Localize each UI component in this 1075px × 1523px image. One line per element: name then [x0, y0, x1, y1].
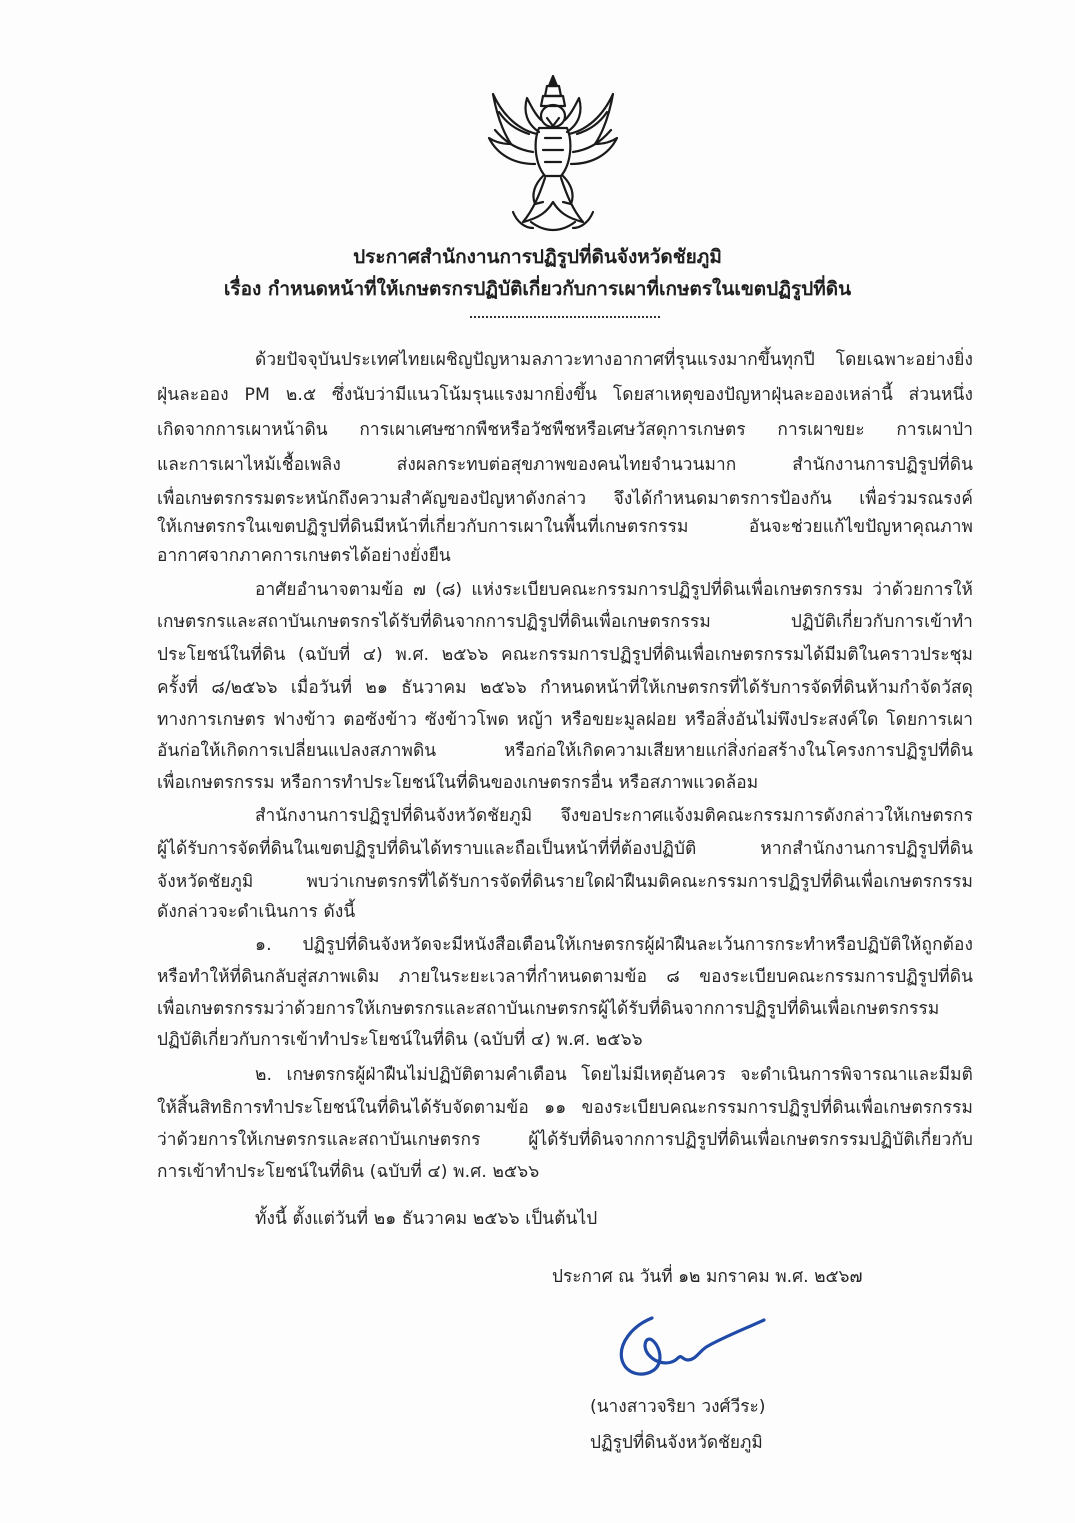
paragraph-2-line: ทางการเกษตร ฟางข้าว ตอซังข้าว ซังข้าวโพด หญ้า หรือขยะมูลฝอย หรือสิ่งอันไม่พึงประสงค์ใด โดยการเผา: [157, 710, 973, 730]
item-2-line: ๒. เกษตรกรผู้ฝ่าฝืนไม่ปฏิบัติตามคำเตือน โดยไม่มีเหตุอันควร จะดำเนินการพิจารณาและมีมติ: [255, 1065, 973, 1085]
paragraph-1-line: อากาศจากภาคการเกษตรได้อย่างยั่งยืน: [157, 546, 451, 566]
paragraph-2-line: ประโยชน์ในที่ดิน (ฉบับที่ ๔) พ.ศ. ๒๕๖๖ คณะกรรมการปฏิรูปที่ดินเพื่อเกษตรกรรมได้มีมติในคราวประชุม: [157, 645, 973, 665]
item-1-line: ๑. ปฏิรูปที่ดินจังหวัดจะมีหนังสือเตือนให้เกษตรกรผู้ฝ่าฝืนละเว้นการกระทำหรือปฏิบัติให้ถูกต้อง: [255, 935, 973, 955]
announcement-date: ประกาศ ณ วันที่ ๑๒ มกราคม พ.ศ. ๒๕๖๗: [552, 1267, 863, 1287]
paragraph-1-line: ให้เกษตรกรในเขตปฏิรูปที่ดินมีหน้าที่เกี่ยวกับการเผาในพื้นที่เกษตรกรรม อันจะช่วยแก้ไขปัญหาคุณภาพ: [157, 517, 973, 537]
paragraph-1-line: และการเผาไหม้เชื้อเพลิง ส่งผลกระทบต่อสุขภาพของคนไทยจำนวนมาก สำนักงานการปฏิรูปที่ดิน: [157, 455, 973, 475]
effective-date-line: ทั้งนี้ ตั้งแต่วันที่ ๒๑ ธันวาคม ๒๕๖๖ เป็นต้นไป: [255, 1209, 598, 1229]
paragraph-2-line: เกษตรกรและสถาบันเกษตรกรได้รับที่ดินจากการปฏิรูปที่ดินเพื่อเกษตรกรรม ปฏิบัติเกี่ยวกับการเข้าทำ: [157, 612, 973, 632]
dotted-divider: [470, 316, 660, 318]
item-1-line: ปฏิบัติเกี่ยวกับการเข้าทำประโยชน์ในที่ดิน (ฉบับที่ ๔) พ.ศ. ๒๕๖๖: [157, 1030, 643, 1050]
paragraph-2-line: อาศัยอำนาจตามข้อ ๗ (๘) แห่งระเบียบคณะกรรมการปฏิรูปที่ดินเพื่อเกษตรกรรม ว่าด้วยการให้: [255, 580, 973, 600]
garuda-emblem-icon: [483, 72, 623, 234]
item-2-line: การเข้าทำประโยชน์ในที่ดิน (ฉบับที่ ๔) พ.ศ. ๒๕๖๖: [157, 1162, 540, 1182]
paragraph-1-line: เกิดจากการเผาหน้าดิน การเผาเศษซากพืชหรือวัชพืชหรือเศษวัสดุการเกษตร การเผาขยะ การเผาป่า: [157, 420, 973, 440]
paragraph-2-line: เพื่อเกษตรกรรม หรือการทำประโยชน์ในที่ดินของเกษตรกรอื่น หรือสภาพแวดล้อม: [157, 773, 759, 793]
item-1-line: เพื่อเกษตรกรรมว่าด้วยการให้เกษตรกรและสถาบันเกษตรกรผู้ได้รับที่ดินจากการปฏิรูปที่ดินเพื่อเกษตรกรรม: [157, 999, 940, 1019]
signer-title: ปฏิรูปที่ดินจังหวัดชัยภูมิ: [590, 1433, 763, 1453]
item-2-line: ว่าด้วยการให้เกษตรกรและสถาบันเกษตรกร ผู้ได้รับที่ดินจากการปฏิรูปที่ดินเพื่อเกษตรกรรมปฏิบัติเกี่ยวกับ: [157, 1130, 973, 1150]
signer-name: (นางสาวจริยา วงศ์วีระ): [590, 1397, 766, 1417]
paragraph-1-line: ฝุ่นละออง PM ๒.๕ ซึ่งนับว่ามีแนวโน้มรุนแรงมากยิ่งขึ้น โดยสาเหตุของปัญหาฝุ่นละอองเหล่านี้ ส่วนหนึ่ง: [157, 385, 973, 405]
paragraph-1-line: เพื่อเกษตรกรรมตระหนักถึงความสำคัญของปัญหาดังกล่าว จึงได้กำหนดมาตรการป้องกัน เพื่อร่วมรณรงค์: [157, 489, 973, 509]
item-2-line: ให้สิ้นสิทธิการทำประโยชน์ในที่ดินได้รับจัดตามข้อ ๑๑ ของระเบียบคณะกรรมการปฏิรูปที่ดินเพื่อเกษตรกรรม: [157, 1098, 973, 1118]
item-1-line: หรือทำให้ที่ดินกลับสู่สภาพเดิม ภายในระยะเวลาที่กำหนดตามข้อ ๘ ของระเบียบคณะกรรมการปฏิรูปที่ดิน: [157, 967, 973, 987]
paragraph-3-line: ดังกล่าวจะดำเนินการ ดังนี้: [157, 902, 356, 922]
paragraph-3-line: สำนักงานการปฏิรูปที่ดินจังหวัดชัยภูมิ จึงขอประกาศแจ้งมติคณะกรรมการดังกล่าวให้เกษตรกร: [255, 806, 973, 826]
paragraph-2-line: อันก่อให้เกิดการเปลี่ยนแปลงสภาพดิน หรือก่อให้เกิดความเสียหายแก่สิ่งก่อสร้างในโครงการปฏิรูปที่ดิน: [157, 741, 973, 761]
paragraph-3-line: จังหวัดชัยภูมิ พบว่าเกษตรกรที่ได้รับการจัดที่ดินรายใดฝ่าฝืนมติคณะกรรมการปฏิรูปที่ดินเพื่อเกษตรกรรม: [157, 872, 973, 892]
handwritten-signature: [612, 1300, 772, 1390]
paragraph-1-line: ด้วยปัจจุบันประเทศไทยเผชิญปัญหามลภาวะทางอากาศที่รุนแรงมากขึ้นทุกปี โดยเฉพาะอย่างยิ่ง: [255, 350, 973, 370]
announcement-title: ประกาศสำนักงานการปฏิรูปที่ดินจังหวัดชัยภูมิ: [353, 246, 722, 268]
paragraph-3-line: ผู้ได้รับการจัดที่ดินในเขตปฏิรูปที่ดินได้ทราบและถือเป็นหน้าที่ที่ต้องปฏิบัติ หากสำนักงานการปฏิรูปที่ดิน: [157, 839, 973, 859]
announcement-subject: เรื่อง กำหนดหน้าที่ให้เกษตรกรปฏิบัติเกี่ยวกับการเผาที่เกษตรในเขตปฏิรูปที่ดิน: [223, 278, 852, 300]
paragraph-2-line: ครั้งที่ ๘/๒๕๖๖ เมื่อวันที่ ๒๑ ธันวาคม ๒๕๖๖ กำหนดหน้าที่ให้เกษตรกรที่ได้รับการจัดที่ดินห้ามกำจัดวัสดุ: [157, 678, 973, 698]
